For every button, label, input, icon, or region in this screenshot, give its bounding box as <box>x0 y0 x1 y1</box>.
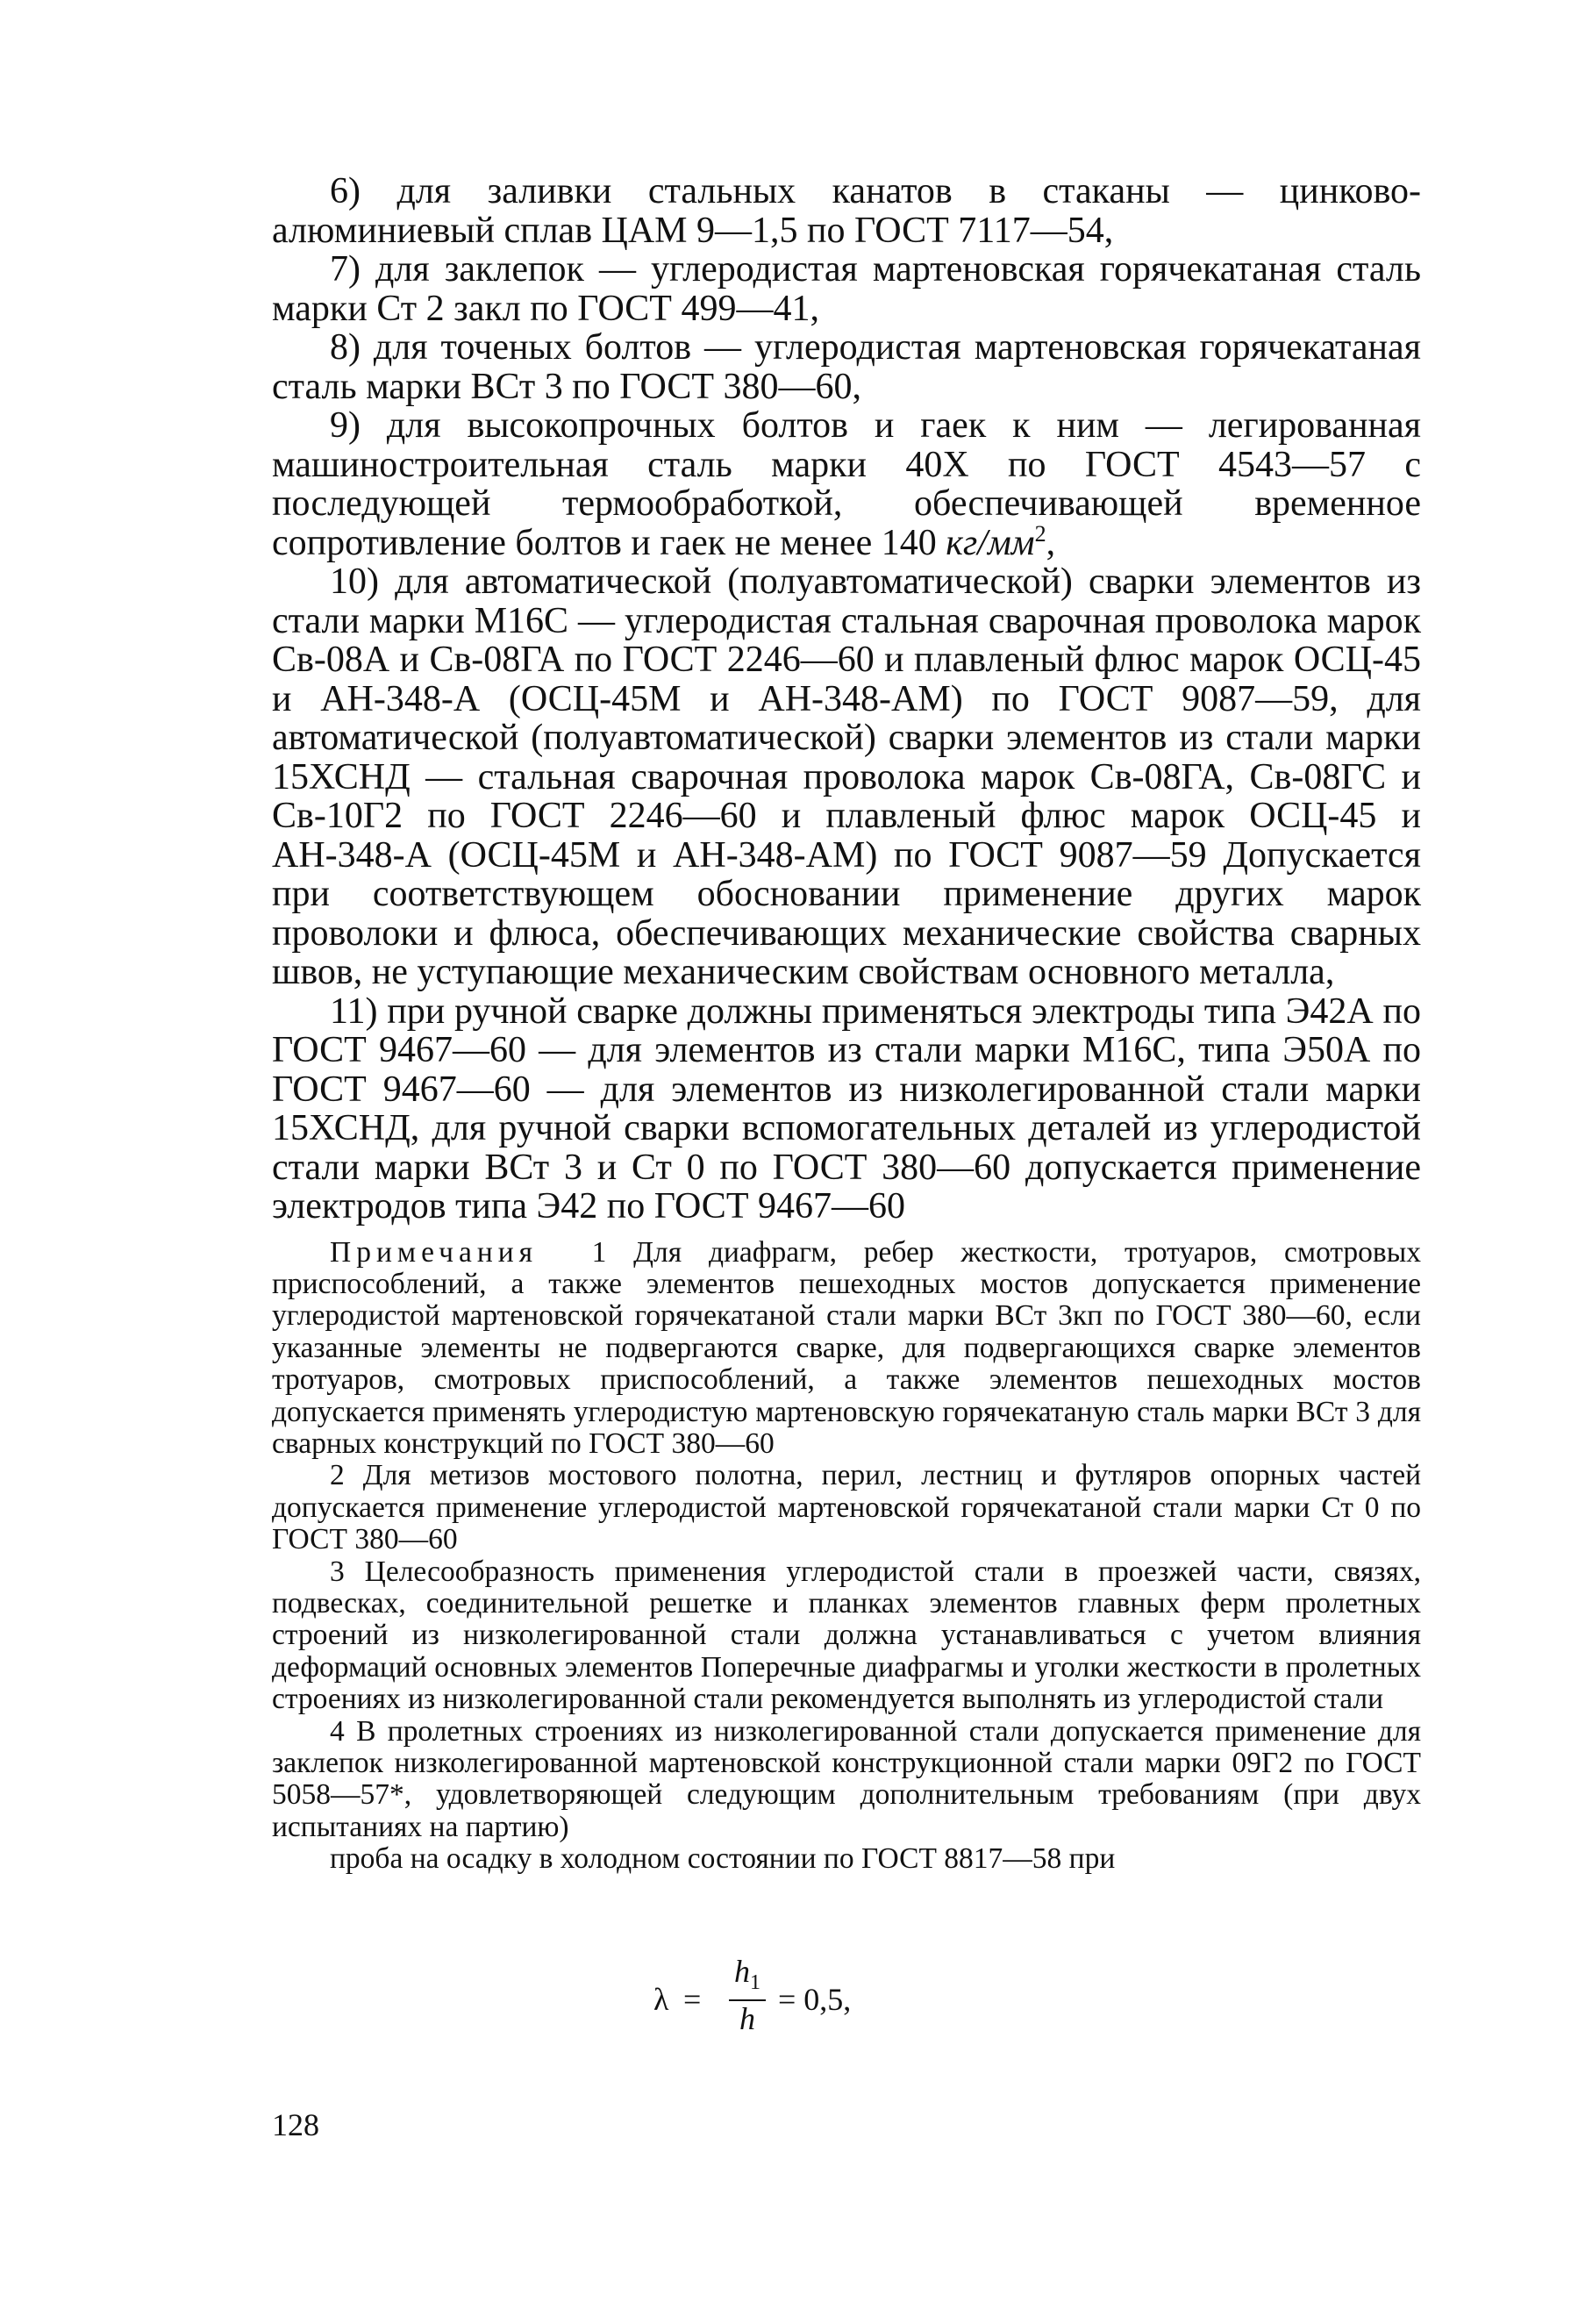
note-5: проба на осадку в холодном состоянии по ГОСТ 8817—58 при <box>330 1842 1116 1876</box>
formula-result: = 0,5, <box>778 1982 852 2017</box>
notes-heading: Примечания <box>330 1235 539 1269</box>
paragraph-9 <box>272 406 1421 562</box>
note-1-text: 1 Для диафрагм, ребер жесткости, тротуаров, смотровых приспособлений, а также элементов пешеходных мостов допускается применение углеродистой мартеновской горячекатаной стали марки ВСт 3кп по ГОСТ 380—60, если указанные элементы не подвергаются сварке, для подвергающихся сварке элементов тротуаров, смотровых приспособлений, а также элементов пешеходных мостов допускается применять углеродистую мартеновскую горячекатаную сталь марки ВСт 3 для сварных конструкций по ГОСТ 380—60 <box>272 1235 1422 1460</box>
unit-kg-mm: кг/мм <box>946 522 1035 563</box>
formula-fraction <box>727 1955 768 2036</box>
paragraph-10: 10) для автоматической (полуавтоматической) сварки элементов из стали марки М16С — углеродистая стальная сварочная проволока марок Св-08А и Св-08ГА по ГОСТ 2246—60 и плавленый флюс марок ОСЦ-45 и АН-348-А (ОСЦ-45М и АН-348-АМ) по ГОСТ 9087—59, для автоматической (полуавтоматической) сварки элементов из стали марки 15ХСНД — стальная сварочная проволока марок Св-08ГА, Св-08ГС и Св-10Г2 по ГОСТ 2246—60 и плавленый флюс марок ОСЦ-45 и АН-348-А (ОСЦ-45М и АН-348-АМ) по ГОСТ 9087—59 Допускается при соответствующем обосновании применение других марок проволоки и флюса, обеспечивающих механические свойства сварных швов, не уступающие механическим свойствам основного металла, <box>272 561 1421 992</box>
formula-numerator-var: h <box>734 1954 750 1989</box>
note-1 <box>272 1237 1421 1461</box>
note-4: 4 В пролетных строениях из низколегированной стали допускается применение для заклепок низколегированной мартеновской конструкционной стали марки 09Г2 по ГОСТ 5058—57*, удовлетворяющей следующим дополнительным требованиям (при двух испытаниях на партию) <box>272 1714 1421 1843</box>
unit-exponent: 2 <box>1034 520 1046 547</box>
paragraph-9-tail: , <box>1046 522 1056 563</box>
formula-equals: = <box>683 1982 702 2017</box>
paragraph-11: 11) при ручной сварке должны применяться электроды типа Э42А по ГОСТ 9467—60 — для элементов из стали марки М16С, типа Э50А по ГОСТ 9467—60 — для элементов из низколегированной стали марки 15ХСНД, для ручной сварки вспомогательных деталей из углеродистой стали марки ВСт 3 и Ст 0 по ГОСТ 380—60 допускается применение электродов типа Э42 по ГОСТ 9467—60 <box>272 990 1421 1226</box>
formula-numerator-sub: 1 <box>750 1971 760 1995</box>
paragraph-8: 8) для точеных болтов — углеродистая мартеновская горячекатаная сталь марки ВСт 3 по ГОСТ 380—60, <box>272 327 1421 407</box>
paragraph-7: 7) для заклепок — углеродистая мартеновская горячекатаная сталь марки Ст 2 закл по ГОСТ 499—41, <box>272 249 1421 329</box>
formula-lambda <box>653 1949 917 2037</box>
text-column <box>272 172 1421 1876</box>
paragraph-9-text: 9) для высокопрочных болтов и гаек к ним — легированная машиностроительная сталь марки 40Х по ГОСТ 4543—57 с последующей термообработкой, обеспечивающей временное сопротивление болтов и гаек не менее 140 <box>272 405 1421 563</box>
paragraph-6: 6) для заливки стальных канатов в стаканы — цинково-алюминиевый сплав ЦАМ 9—1,5 по ГОСТ 7117—54, <box>272 171 1421 251</box>
notes-section <box>272 1237 1421 1876</box>
formula-numerator <box>727 1955 768 1999</box>
note-3: 3 Целесообразность применения углеродистой стали в проезжей части, связях, подвесках, соединительной решетке и планках элементов главных ферм пролетных строений из низколегированной стали должна устанавливаться с учетом влияния деформаций основных элементов Поперечные диафрагмы и уголки жесткости в пролетных строениях из низколегированной стали рекомендуется выполнять из углеродистой стали <box>272 1555 1421 1716</box>
formula-denominator: h <box>739 2001 755 2037</box>
formula-lambda-symbol: λ <box>653 1982 669 2017</box>
page-number: 128 <box>272 2107 319 2142</box>
note-2: 2 Для метизов мостового полотна, перил, лестниц и футляров опорных частей допускается применение углеродистой мартеновской горячекатаной стали марки Ст 0 по ГОСТ 380—60 <box>272 1459 1421 1556</box>
